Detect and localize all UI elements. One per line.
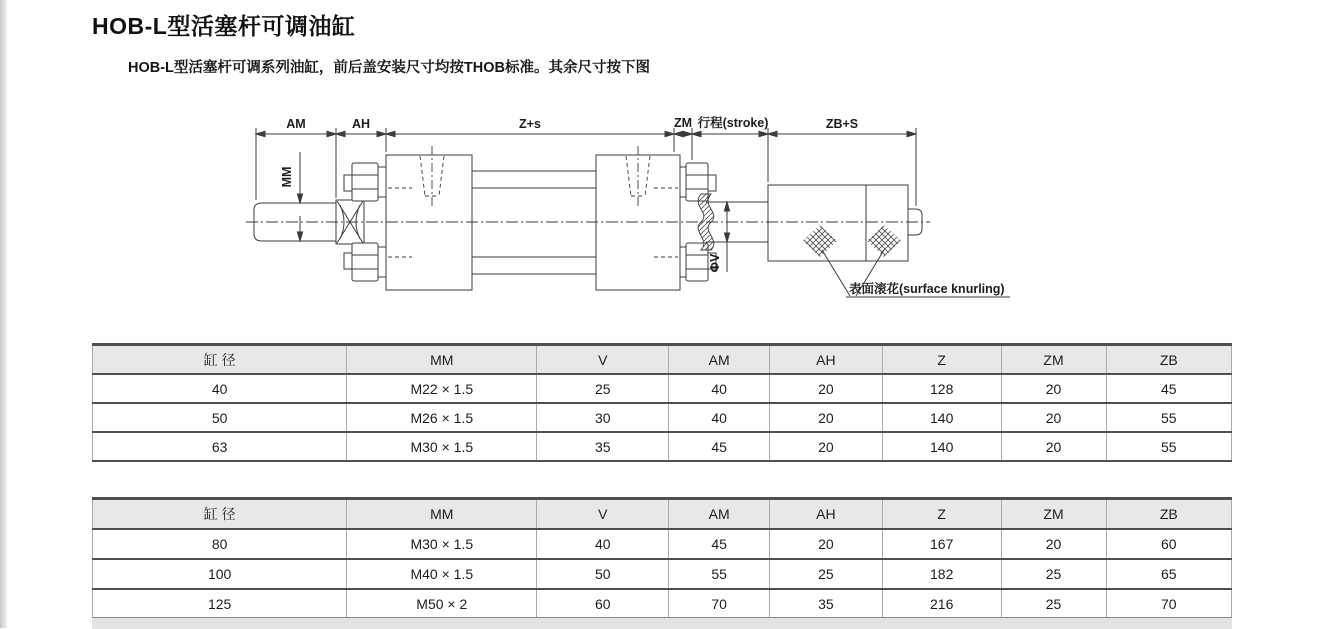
header-row — [93, 345, 1232, 375]
table-cell: 30 — [537, 403, 669, 432]
table-cell: 55 — [1106, 432, 1231, 461]
page-edge-strip — [0, 0, 7, 628]
table-cell: 182 — [882, 559, 1001, 589]
table-cell: 55 — [669, 559, 770, 589]
column-header: ZB — [1106, 499, 1231, 530]
technical-drawing — [240, 95, 1035, 315]
table-cell: 70 — [1106, 589, 1231, 619]
spec-table-small-bores — [92, 343, 1232, 462]
page-subtitle: HOB-L型活塞杆可调系列油缸，前后盖安装尺寸均按THOB标准。其余尺寸按下图 — [128, 60, 650, 76]
spec-table-large-bores — [92, 497, 1232, 620]
table-cell: 20 — [769, 403, 882, 432]
header-row — [93, 499, 1232, 530]
table-cell: 40 — [669, 403, 770, 432]
column-header: AH — [769, 345, 882, 375]
table-row — [93, 374, 1232, 403]
table-cell: 50 — [93, 403, 347, 432]
tie-rod-nut-front-top — [344, 163, 386, 201]
table-cell: 128 — [882, 374, 1001, 403]
table-cell: M50 × 2 — [347, 589, 537, 619]
table-row — [93, 589, 1232, 619]
adjuster-block — [768, 185, 922, 261]
table-row — [93, 559, 1232, 589]
table-cell: 40 — [537, 529, 669, 559]
table-cell: M22 × 1.5 — [347, 374, 537, 403]
table-cell: 80 — [93, 529, 347, 559]
column-header: AM — [669, 345, 770, 375]
table-cell: 216 — [882, 589, 1001, 619]
column-header: 缸 径 — [93, 499, 347, 530]
table-cell: 100 — [93, 559, 347, 589]
table-cell: 20 — [769, 529, 882, 559]
table-cell: 50 — [537, 559, 669, 589]
dim-label-stroke: 行程(stroke) — [697, 116, 769, 130]
table-row — [93, 432, 1232, 461]
table-cell: 20 — [1001, 432, 1106, 461]
dim-label-zbs: ZB+S — [825, 117, 859, 131]
table-cell: 60 — [537, 589, 669, 619]
table-cell: 25 — [1001, 559, 1106, 589]
dim-label-phi-v: ΦV — [708, 253, 722, 273]
column-header: V — [537, 345, 669, 375]
column-header: ZM — [1001, 499, 1106, 530]
table-cell: 140 — [882, 403, 1001, 432]
table-cell: 20 — [769, 374, 882, 403]
dim-label-zm: ZM — [673, 116, 693, 130]
column-header: AH — [769, 499, 882, 530]
table-cell: 55 — [1106, 403, 1231, 432]
table-cell: 20 — [769, 432, 882, 461]
column-header: AM — [669, 499, 770, 530]
table-row — [93, 403, 1232, 432]
table-cell: 35 — [769, 589, 882, 619]
table-row — [93, 529, 1232, 559]
column-header: ZM — [1001, 345, 1106, 375]
column-header: MM — [347, 499, 537, 530]
table-cell: 25 — [537, 374, 669, 403]
table-cell: 25 — [1001, 589, 1106, 619]
table-cell: M26 × 1.5 — [347, 403, 537, 432]
tie-rod-nut-front-bottom — [344, 243, 386, 281]
table-cell: M30 × 1.5 — [347, 432, 537, 461]
page-title: HOB-L型活塞杆可调油缸 — [92, 13, 356, 39]
column-header: MM — [347, 345, 537, 375]
table-cell: 45 — [1106, 374, 1231, 403]
table-cell: M30 × 1.5 — [347, 529, 537, 559]
column-header: Z — [882, 345, 1001, 375]
dim-label-mm: MM — [280, 166, 294, 188]
front-cap — [386, 155, 472, 290]
cylinder-tube — [472, 171, 596, 274]
table-cell: 20 — [1001, 374, 1106, 403]
column-header: V — [537, 499, 669, 530]
table-cell: M40 × 1.5 — [347, 559, 537, 589]
dim-label-ah: AH — [351, 117, 371, 131]
table-cell: 63 — [93, 432, 347, 461]
table-cell: 70 — [669, 589, 770, 619]
next-table-edge-strip — [92, 617, 1232, 629]
table-cell: 65 — [1106, 559, 1231, 589]
table-cell: 40 — [93, 374, 347, 403]
table-cell: 45 — [669, 529, 770, 559]
column-header: Z — [882, 499, 1001, 530]
column-header: 缸 径 — [93, 345, 347, 375]
table-cell: 35 — [537, 432, 669, 461]
table-cell: 140 — [882, 432, 1001, 461]
dim-label-am: AM — [286, 117, 306, 131]
table-cell: 40 — [669, 374, 770, 403]
cylinder-assembly — [254, 155, 922, 290]
table-cell: 20 — [1001, 403, 1106, 432]
table-cell: 25 — [769, 559, 882, 589]
table-cell: 20 — [1001, 529, 1106, 559]
dim-label-zs: Z+s — [519, 117, 541, 131]
table-cell: 60 — [1106, 529, 1231, 559]
table-cell: 45 — [669, 432, 770, 461]
knurling-annotation: 表面滚花(surface knurling) — [849, 282, 1005, 296]
table-cell: 167 — [882, 529, 1001, 559]
column-header: ZB — [1106, 345, 1231, 375]
table-cell: 125 — [93, 589, 347, 619]
tie-rod-nut-rear-top — [680, 163, 716, 201]
